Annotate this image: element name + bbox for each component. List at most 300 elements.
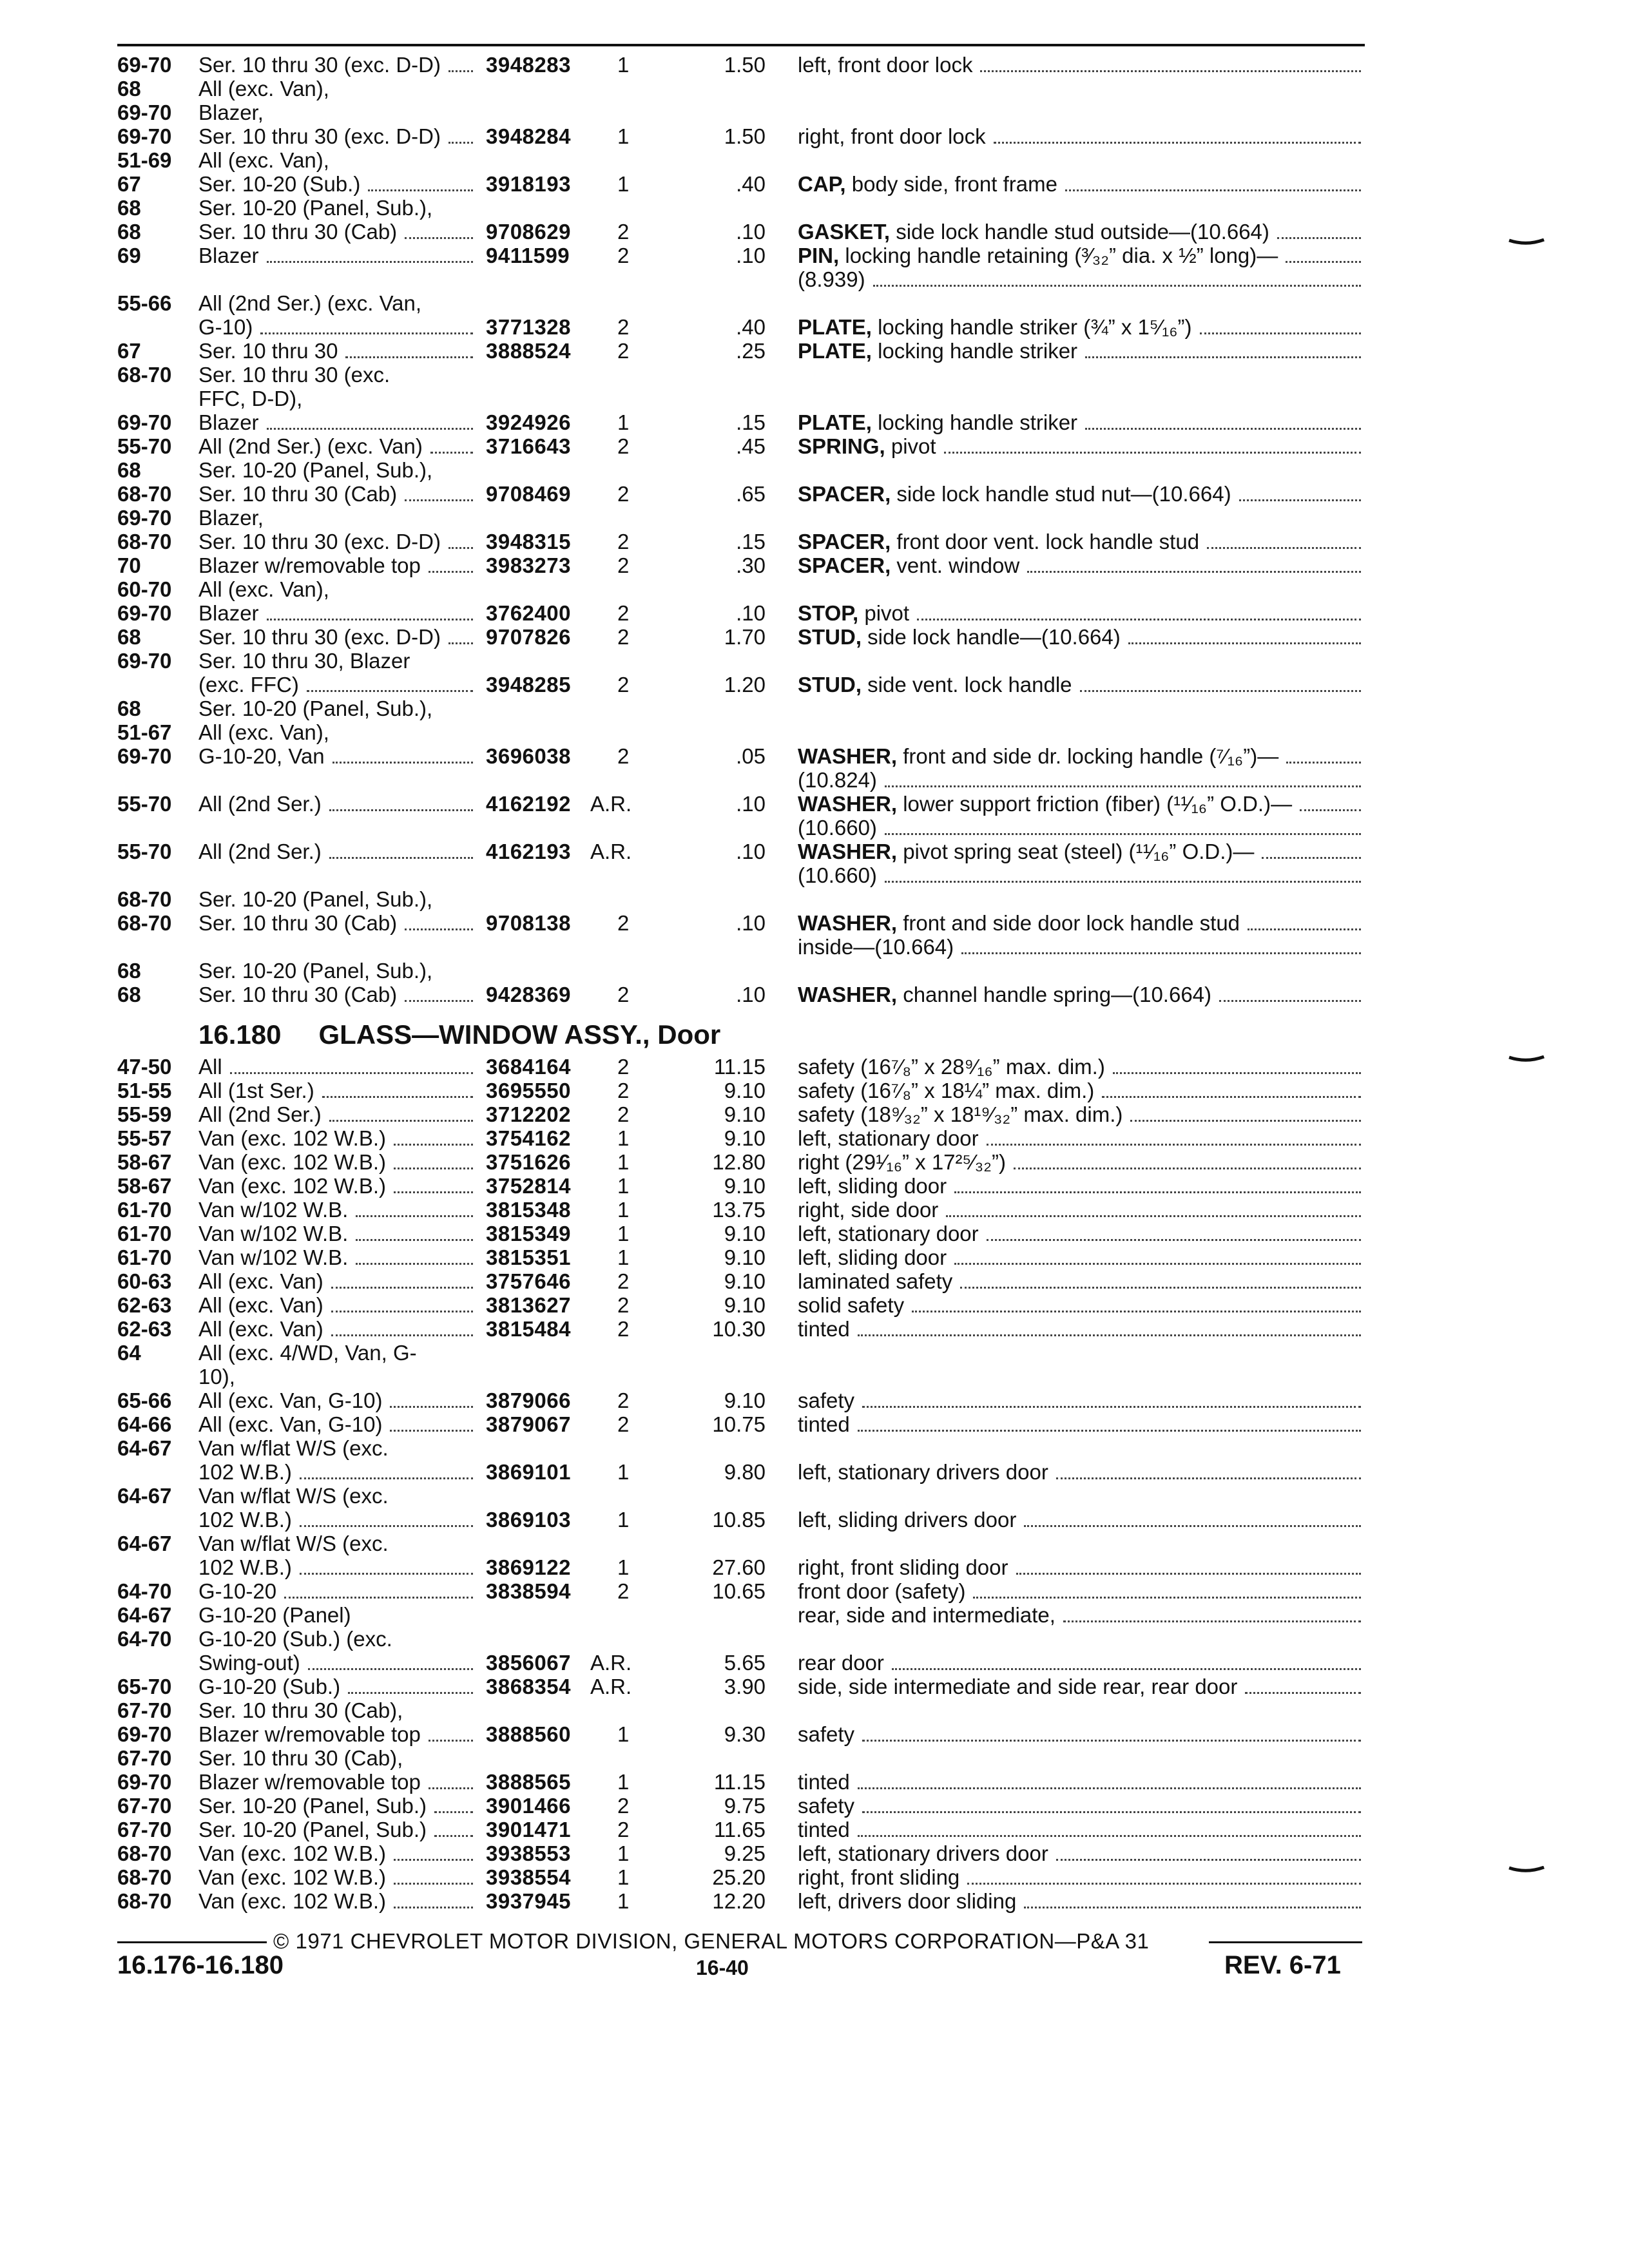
- description-keyword: WASHER,: [798, 744, 903, 768]
- description-leader: [1016, 1573, 1361, 1575]
- list-price: .05: [736, 744, 766, 768]
- description-text: safety: [798, 1794, 855, 1818]
- application-leader: [267, 261, 473, 263]
- list-price: .25: [736, 339, 766, 363]
- description-leader: [1027, 571, 1361, 573]
- description: [798, 1675, 1237, 1698]
- part-number: 3937945: [486, 1889, 571, 1913]
- quantity: 2: [617, 1317, 630, 1341]
- model-year: 60-63: [117, 1269, 172, 1293]
- description-keyword: STOP,: [798, 601, 865, 625]
- application-leader: [448, 642, 473, 644]
- description: [798, 1651, 884, 1675]
- description-text: left, stationary drivers door: [798, 1841, 1048, 1865]
- section-title: GLASS—WINDOW ASSY., Door: [318, 1019, 721, 1050]
- quantity: 1: [617, 124, 630, 148]
- quantity: 2: [617, 1079, 630, 1102]
- quantity: 2: [617, 744, 630, 768]
- application: Ser. 10 thru 30 (exc.: [198, 363, 390, 387]
- quantity: 1: [617, 1770, 630, 1794]
- application-leader: [368, 189, 473, 191]
- application: All (1st Ser.): [198, 1079, 314, 1102]
- application-leader: [390, 1430, 473, 1432]
- part-number: 3868354: [486, 1675, 571, 1698]
- description-leader: [1080, 690, 1361, 692]
- application: Van (exc. 102 W.B.): [198, 1174, 387, 1198]
- part-number: 3869122: [486, 1555, 571, 1579]
- quantity: 2: [617, 1269, 630, 1293]
- part-number: 9428369: [486, 983, 571, 1006]
- application-leader: [329, 809, 473, 811]
- application: All (exc. Van),: [198, 77, 329, 101]
- list-price: 1.50: [724, 53, 766, 77]
- description-text: inside—(10.664): [798, 935, 954, 959]
- application: Ser. 10 thru 30 (exc. D-D): [198, 530, 441, 553]
- quantity: 2: [617, 1293, 630, 1317]
- description-leader: [1277, 237, 1361, 239]
- quantity: 2: [617, 625, 630, 649]
- quantity: 2: [617, 530, 630, 553]
- model-year: 55-70: [117, 434, 172, 458]
- list-price: 9.10: [724, 1389, 766, 1412]
- description-text: tinted: [798, 1412, 850, 1436]
- margin-mark-1: [1508, 238, 1545, 245]
- quantity: 1: [617, 1841, 630, 1865]
- model-year: 58-67: [117, 1174, 172, 1198]
- quantity: 1: [617, 1889, 630, 1913]
- part-number: 3924926: [486, 410, 571, 434]
- application-leader: [230, 1072, 473, 1074]
- list-price: 10.75: [712, 1412, 766, 1436]
- application: G-10-20, Van: [198, 744, 325, 768]
- quantity: 2: [617, 1055, 630, 1079]
- quantity: 1: [617, 53, 630, 77]
- part-number: 9708629: [486, 220, 571, 244]
- quantity: 2: [617, 1794, 630, 1818]
- model-year: 64-66: [117, 1412, 172, 1436]
- application-leader: [448, 142, 473, 144]
- description-text: left, drivers door sliding: [798, 1889, 1017, 1913]
- description-leader: [917, 619, 1361, 620]
- list-price: 5.65: [724, 1651, 766, 1675]
- application-leader: [345, 356, 473, 358]
- description: [798, 1722, 854, 1746]
- application-leader: [331, 1311, 473, 1312]
- description-leader: [1200, 332, 1361, 334]
- description-leader: [862, 1811, 1361, 1813]
- model-year: 68: [117, 196, 141, 220]
- application: Blazer: [198, 244, 259, 267]
- application: Van w/102 W.B.: [198, 1245, 349, 1269]
- application: All: [198, 1055, 222, 1079]
- quantity: 1: [617, 1245, 630, 1269]
- model-year: 55-70: [117, 792, 172, 816]
- description: [798, 315, 1192, 339]
- description: [798, 1794, 854, 1818]
- description-leader: [1239, 499, 1361, 501]
- list-price: .45: [736, 434, 766, 458]
- description-text: safety (16⁷⁄₈” x 28⁹⁄₁₆” max. dim.): [798, 1055, 1105, 1079]
- model-year: 67: [117, 172, 141, 196]
- application-leader: [300, 1573, 473, 1575]
- application: Blazer,: [198, 101, 264, 124]
- description-text: rear door: [798, 1651, 884, 1675]
- model-year: 68: [117, 220, 141, 244]
- application: Swing-out): [198, 1651, 300, 1675]
- description: [798, 1818, 850, 1841]
- model-year: 69-70: [117, 1770, 172, 1794]
- description: [798, 1293, 904, 1317]
- description-text: body side, front frame: [851, 172, 1057, 196]
- quantity: A.R.: [590, 840, 632, 863]
- part-number: 3938553: [486, 1841, 571, 1865]
- application: FFC, D-D),: [198, 387, 303, 410]
- description-text: tinted: [798, 1818, 850, 1841]
- description-leader: [1286, 762, 1361, 764]
- quantity: 2: [617, 1579, 630, 1603]
- description-text: vent. window: [896, 553, 1020, 577]
- model-year: 64-67: [117, 1484, 172, 1508]
- model-year: 68: [117, 458, 141, 482]
- list-price: 9.30: [724, 1722, 766, 1746]
- application-leader: [307, 690, 473, 692]
- description-leader: [946, 1215, 1361, 1217]
- part-number: 3856067: [486, 1651, 571, 1675]
- description: [798, 1579, 965, 1603]
- part-number: 3815484: [486, 1317, 571, 1341]
- part-number: 3938554: [486, 1865, 571, 1889]
- application: G-10-20 (Panel): [198, 1603, 351, 1627]
- application-leader: [308, 1668, 473, 1670]
- list-price: 27.60: [712, 1555, 766, 1579]
- description: [798, 1412, 850, 1436]
- description-leader: [1245, 1692, 1361, 1694]
- description-text: side vent. lock handle: [867, 673, 1072, 697]
- description-leader: [1024, 1525, 1361, 1527]
- list-price: .10: [736, 244, 766, 267]
- description: [798, 1126, 979, 1150]
- description-keyword: WASHER,: [798, 911, 903, 935]
- application-leader: [434, 1835, 473, 1837]
- list-price: 1.50: [724, 124, 766, 148]
- description: [798, 1174, 947, 1198]
- description: [798, 410, 1077, 434]
- application-leader: [405, 237, 473, 239]
- application-leader: [284, 1597, 473, 1599]
- list-price: 10.30: [712, 1317, 766, 1341]
- quantity: 2: [617, 482, 630, 506]
- application: Van w/102 W.B.: [198, 1222, 349, 1245]
- application: All (2nd Ser.) (exc. Van): [198, 434, 423, 458]
- description-leader: [1286, 261, 1361, 263]
- description-keyword: WASHER,: [798, 840, 903, 863]
- quantity: 2: [617, 1412, 630, 1436]
- application: All (exc. Van): [198, 1293, 323, 1317]
- application: All (2nd Ser.): [198, 792, 322, 816]
- description-keyword: SPACER,: [798, 482, 897, 506]
- part-number: 9411599: [486, 244, 570, 267]
- model-year: 62-63: [117, 1293, 172, 1317]
- group-range: 16.176-16.180: [117, 1951, 284, 1979]
- description: [798, 339, 1077, 363]
- model-year: 68: [117, 959, 141, 983]
- quantity: 2: [617, 673, 630, 697]
- description-text: safety (18⁹⁄₃₂” x 18¹⁹⁄₃₂” max. dim.): [798, 1102, 1123, 1126]
- application-leader: [329, 1120, 473, 1122]
- description: [798, 530, 1199, 553]
- part-number: 3813627: [486, 1293, 571, 1317]
- model-year: 69-70: [117, 601, 172, 625]
- description-leader: [885, 785, 1361, 787]
- description: [798, 625, 1121, 649]
- model-year: 51-67: [117, 720, 172, 744]
- model-year: 68-70: [117, 530, 172, 553]
- list-price: 11.65: [713, 1818, 766, 1841]
- application: Van w/flat W/S (exc.: [198, 1484, 389, 1508]
- model-year: 55-59: [117, 1102, 172, 1126]
- application: All (exc. Van),: [198, 148, 329, 172]
- description-leader: [885, 881, 1361, 883]
- description-leader: [961, 952, 1361, 954]
- application-leader: [430, 452, 473, 454]
- description-leader: [954, 1263, 1361, 1265]
- description-leader: [1085, 356, 1361, 358]
- list-price: .15: [736, 530, 766, 553]
- application: All (exc. Van),: [198, 577, 329, 601]
- part-number: 9708138: [486, 911, 571, 935]
- model-year: 68-70: [117, 363, 172, 387]
- quantity: 1: [617, 1555, 630, 1579]
- application: G-10): [198, 315, 253, 339]
- application: Ser. 10 thru 30 (Cab),: [198, 1746, 403, 1770]
- description-text: locking handle striker: [878, 339, 1078, 363]
- description-leader: [987, 1144, 1361, 1146]
- description-leader: [1056, 1859, 1361, 1861]
- description-leader: [967, 1883, 1361, 1885]
- description-keyword: STUD,: [798, 673, 868, 697]
- description-keyword: PLATE,: [798, 315, 878, 339]
- model-year: 69: [117, 244, 141, 267]
- application: Ser. 10-20 (Sub.): [198, 172, 361, 196]
- description-text: locking handle striker: [878, 410, 1078, 434]
- description: [798, 768, 877, 792]
- application-leader: [348, 1692, 473, 1694]
- description: [798, 1222, 979, 1245]
- list-price: 9.10: [724, 1174, 766, 1198]
- application-leader: [331, 1334, 473, 1336]
- model-year: 68-70: [117, 1841, 172, 1865]
- quantity: 2: [617, 339, 630, 363]
- model-year: 69-70: [117, 410, 172, 434]
- quantity: 2: [617, 1818, 630, 1841]
- description-text: pivot: [891, 434, 936, 458]
- list-price: 12.80: [712, 1150, 766, 1174]
- application: Ser. 10-20 (Panel, Sub.): [198, 1794, 427, 1818]
- application: Blazer w/removable top: [198, 553, 421, 577]
- list-price: .40: [736, 315, 766, 339]
- description-text: tinted: [798, 1317, 850, 1341]
- list-price: 9.80: [724, 1460, 766, 1484]
- description-text: side, side intermediate and side rear, rear door: [798, 1675, 1238, 1698]
- description: [798, 1245, 947, 1269]
- application: Van w/102 W.B.: [198, 1198, 349, 1222]
- description: [798, 1389, 854, 1412]
- list-price: .65: [736, 482, 766, 506]
- part-number: 3948315: [486, 530, 571, 553]
- model-year: 68: [117, 77, 141, 101]
- quantity: 1: [617, 1508, 630, 1532]
- description-text: channel handle spring—(10.664): [903, 983, 1212, 1006]
- description: [798, 267, 865, 291]
- description-text: safety: [798, 1722, 855, 1746]
- model-year: 55-66: [117, 291, 172, 315]
- description-leader: [885, 833, 1361, 835]
- description-leader: [1014, 1168, 1361, 1169]
- description-text: locking handle retaining (³⁄₃₂” dia. x ½” long)—: [845, 244, 1278, 267]
- application-leader: [390, 1406, 473, 1408]
- model-year: 69-70: [117, 506, 172, 530]
- application: Ser. 10 thru 30, Blazer: [198, 649, 410, 673]
- application: Ser. 10 thru 30: [198, 339, 338, 363]
- model-year: 64-67: [117, 1436, 172, 1460]
- description: [798, 244, 1278, 267]
- model-year: 68-70: [117, 1889, 172, 1913]
- model-year: 64-70: [117, 1627, 172, 1651]
- description-text: pivot: [864, 601, 910, 625]
- list-price: .40: [736, 172, 766, 196]
- quantity: 1: [617, 1198, 630, 1222]
- application: All (exc. Van, G-10): [198, 1389, 383, 1412]
- description-leader: [987, 1239, 1361, 1241]
- quantity: 1: [617, 1174, 630, 1198]
- part-number: 3918193: [486, 172, 571, 196]
- part-number: 3712202: [486, 1102, 571, 1126]
- description: [798, 601, 909, 625]
- list-price: .10: [736, 792, 766, 816]
- list-price: 12.20: [712, 1889, 766, 1913]
- description-leader: [1065, 189, 1361, 191]
- model-year: 68: [117, 697, 141, 720]
- description: [798, 124, 986, 148]
- application: G-10-20 (Sub.): [198, 1675, 341, 1698]
- description-leader: [1207, 547, 1361, 549]
- list-price: 9.10: [724, 1269, 766, 1293]
- application: All (exc. Van, G-10): [198, 1412, 383, 1436]
- model-year: 61-70: [117, 1198, 172, 1222]
- description: [798, 911, 1240, 935]
- part-number: 3815349: [486, 1222, 571, 1245]
- part-number: 3751626: [486, 1150, 571, 1174]
- description-leader: [954, 1191, 1361, 1193]
- description-text: front door (safety): [798, 1579, 966, 1603]
- list-price: 11.15: [713, 1055, 766, 1079]
- application-leader: [394, 1907, 473, 1908]
- quantity: 2: [617, 315, 630, 339]
- description: [798, 792, 1292, 816]
- description-text: locking handle striker (¾” x 1⁵⁄₁₆”): [878, 315, 1192, 339]
- part-number: 3754162: [486, 1126, 571, 1150]
- part-number: 3815351: [486, 1245, 571, 1269]
- description-text: (8.939): [798, 267, 865, 291]
- description-text: side lock handle stud nut—(10.664): [896, 482, 1231, 506]
- description-leader: [1262, 857, 1361, 859]
- quantity: 2: [617, 553, 630, 577]
- quantity: 2: [617, 911, 630, 935]
- description-keyword: CAP,: [798, 172, 852, 196]
- description-leader: [858, 1430, 1361, 1432]
- list-price: 9.10: [724, 1222, 766, 1245]
- part-number: 3879067: [486, 1412, 571, 1436]
- application-leader: [429, 571, 473, 573]
- description-keyword: WASHER,: [798, 983, 903, 1006]
- description-text: left, sliding door: [798, 1245, 947, 1269]
- description-text: safety (16⁷⁄₈” x 18¼” max. dim.): [798, 1079, 1095, 1102]
- copyright-line: © 1971 CHEVROLET MOTOR DIVISION, GENERAL MOTORS CORPORATION—P&A 31: [273, 1929, 1150, 1953]
- part-number: 3762400: [486, 601, 571, 625]
- model-year: 69-70: [117, 744, 172, 768]
- description-leader: [912, 1311, 1361, 1312]
- description-keyword: PIN,: [798, 244, 845, 267]
- description: [798, 935, 954, 959]
- part-number: 3752814: [486, 1174, 571, 1198]
- list-price: 13.75: [712, 1198, 766, 1222]
- list-price: 9.10: [724, 1102, 766, 1126]
- part-number: 3869103: [486, 1508, 571, 1532]
- description-text: left, stationary drivers door: [798, 1460, 1048, 1484]
- list-price: .30: [736, 553, 766, 577]
- model-year: 69-70: [117, 124, 172, 148]
- application-leader: [394, 1168, 473, 1169]
- model-year: 64-67: [117, 1532, 172, 1555]
- application: All (exc. Van),: [198, 720, 329, 744]
- part-number: 9707826: [486, 625, 571, 649]
- description-keyword: WASHER,: [798, 792, 903, 816]
- description-leader: [944, 452, 1361, 454]
- quantity: 1: [617, 1460, 630, 1484]
- model-year: 55-70: [117, 840, 172, 863]
- description: [798, 1055, 1105, 1079]
- description-text: front door vent. lock handle stud: [896, 530, 1200, 553]
- application: All (exc. 4/WD, Van, G-: [198, 1341, 417, 1365]
- model-year: 47-50: [117, 1055, 172, 1079]
- application: All (2nd Ser.): [198, 840, 322, 863]
- model-year: 60-70: [117, 577, 172, 601]
- description: [798, 1460, 1048, 1484]
- description-leader: [1085, 428, 1361, 430]
- application: Van w/flat W/S (exc.: [198, 1436, 389, 1460]
- description: [798, 816, 877, 840]
- model-year: 67-70: [117, 1698, 172, 1722]
- application: Ser. 10 thru 30 (Cab),: [198, 1698, 403, 1722]
- description: [798, 220, 1269, 244]
- application-leader: [300, 1477, 473, 1479]
- application-leader: [300, 1525, 473, 1527]
- application: Van w/flat W/S (exc.: [198, 1532, 389, 1555]
- description: [798, 1317, 850, 1341]
- description-leader: [973, 1597, 1361, 1599]
- part-number: 3983273: [486, 553, 571, 577]
- application: Van (exc. 102 W.B.): [198, 1865, 387, 1889]
- description-leader: [862, 1406, 1361, 1408]
- footer-rule-left: [117, 1941, 267, 1943]
- application-leader: [405, 1000, 473, 1002]
- quantity: 1: [617, 172, 630, 196]
- description-keyword: PLATE,: [798, 410, 878, 434]
- application: Ser. 10-20 (Panel, Sub.),: [198, 196, 433, 220]
- model-year: 55-57: [117, 1126, 172, 1150]
- model-year: 67: [117, 339, 141, 363]
- description-text: rear, side and intermediate,: [798, 1603, 1055, 1627]
